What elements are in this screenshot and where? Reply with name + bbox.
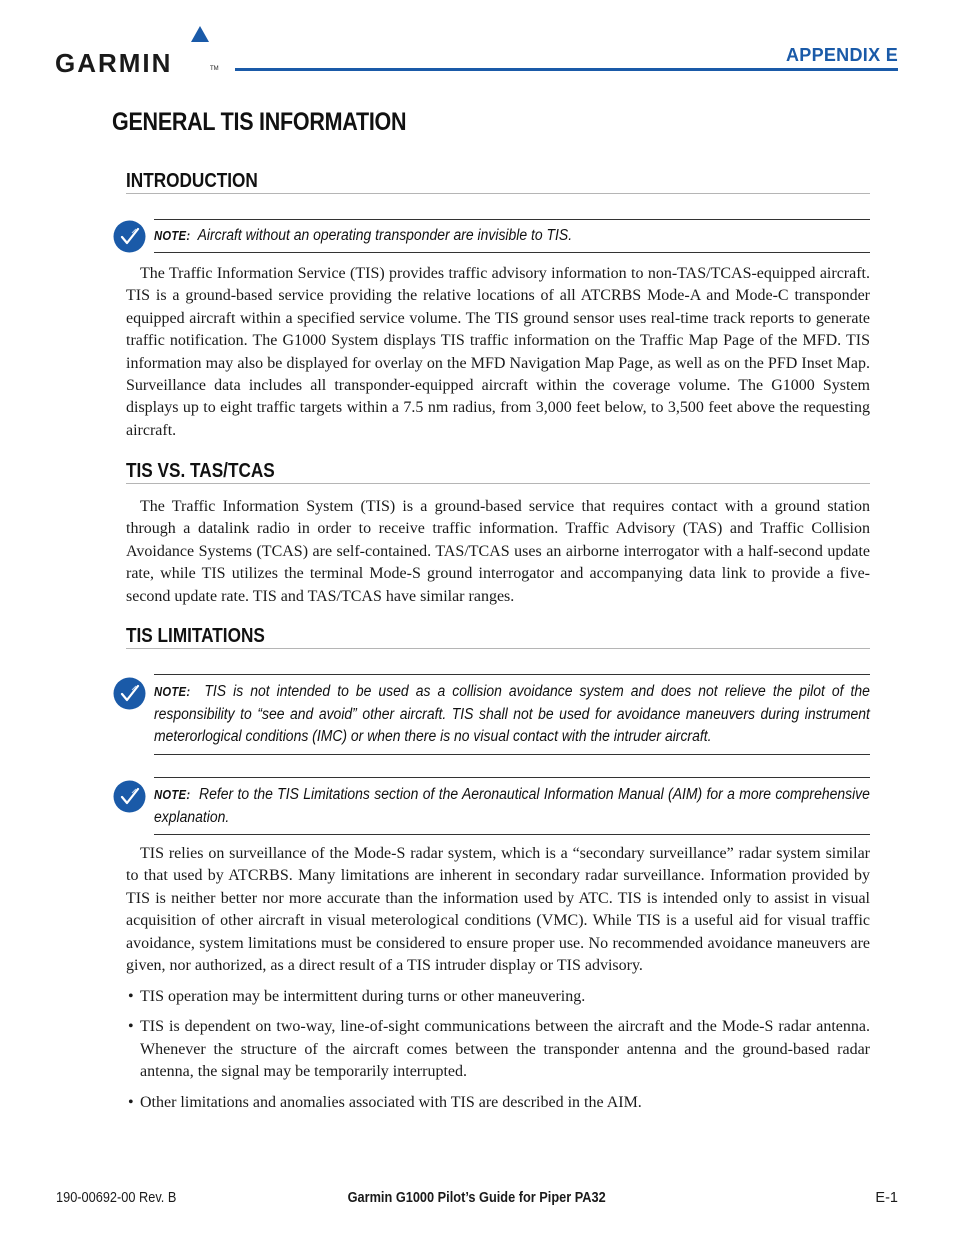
logo-trademark: TM <box>210 66 219 72</box>
bullet-marker: • <box>128 988 134 1005</box>
footer-guide-title-text: Garmin G1000 Pilot’s Guide for Piper PA32 <box>347 1190 607 1206</box>
page-title: GENERAL TIS INFORMATION <box>112 108 407 136</box>
garmin-logo <box>55 26 225 76</box>
section-heading-introduction <box>126 170 870 194</box>
list-item <box>126 986 870 1009</box>
section-heading-tis-vs-tas <box>126 460 870 484</box>
garmin-triangle-icon <box>191 26 209 42</box>
note-text: Refer to the TIS Limitations section of the Aeronautical Information Manual (AIM) for a more comprehensive explanation. <box>154 786 870 826</box>
note-label: NOTE: <box>154 685 191 699</box>
note-transponder <box>154 219 870 253</box>
section-heading-text: INTRODUCTION <box>126 170 258 192</box>
intro-paragraph: The Traffic Information Service (TIS) provides traffic advisory information to non-TAS/TCAS-equipped aircraft. TIS is a ground-based service providing the relative locations of all ATCRBS Mode-A and Mode-C transponder equipped aircraft within a specified service volume. The TIS ground sensor uses real-time track reports to generate traffic notification. The G1000 System displays TIS traffic information on the Traffic Map Page of the MFD. TIS information may also be displayed for overlay on the MFD Navigation Map Page, as well as on the PFD Inset Map. Surveillance data includes all transponder-equipped aircraft within the coverage volume. The G1000 System displays up to eight traffic targets within a 7.5 nm radius, from 3,000 feet below, to 3,500 feet above the requesting aircraft. <box>126 265 870 439</box>
section-heading-text: TIS LIMITATIONS <box>126 625 265 647</box>
list-item <box>126 1092 870 1115</box>
list-item-text: TIS operation may be intermittent during turns or other maneuvering. <box>140 988 586 1005</box>
header-rule <box>235 68 898 71</box>
appendix-label: APPENDIX E <box>785 45 898 65</box>
tis-vs-tas-paragraph: The Traffic Information System (TIS) is a ground-based service that requires contact with a ground station through a datalink radio in order to receive traffic information. Traffic Advisory (TAS) and Traffic Collision Avoidance Systems (TCAS) are self-contained. TAS/TCAS uses an airborne interrogator with a half-second update rate, while TIS utilizes the terminal Mode-S ground interrogator and accompanying data link to provide a five-second update rate. TIS and TAS/TCAS have similar ranges. <box>126 498 870 605</box>
footer-guide-title <box>0 1190 954 1206</box>
note-label: NOTE: <box>154 788 191 802</box>
logo-text: GARMIN <box>55 48 173 78</box>
bullet-marker: • <box>128 1094 134 1111</box>
note-check-icon <box>113 677 146 710</box>
list-item-text: Other limitations and anomalies associated with TIS are described in the AIM. <box>140 1094 642 1111</box>
footer-doc-number: 190-00692-00 Rev. B <box>56 1190 177 1206</box>
list-item <box>126 1016 870 1084</box>
section-heading-text: TIS VS. TAS/TCAS <box>126 460 275 482</box>
footer-page-number: E-1 <box>875 1190 898 1206</box>
note-check-icon <box>113 780 146 813</box>
note-collision-avoidance <box>154 674 870 755</box>
bullet-marker: • <box>128 1018 134 1035</box>
list-item-text: TIS is dependent on two-way, line-of-sight communications between the aircraft and the Mode-S radar antenna. Whenever the structure of the aircraft comes between the transponder antenna and the ground-based radar antenna, the signal may be temporarily interrupted. <box>140 1018 870 1081</box>
note-label: NOTE: <box>154 229 191 243</box>
tis-limitations-paragraph: TIS relies on surveillance of the Mode-S radar system, which is a “secondary surveillance” radar system similar to that used by ATCRBS. Many limitations are inherent in secondary radar surveillance. Information provided by TIS is neither better nor more accurate than the information used by ATC. TIS is intended only to assist in visual acquisition of other aircraft in visual meterological conditions (VMC). While TIS is a useful aid for visual traffic avoidance, system limitations must be considered to ensure proper use. No recommended avoidance maneuvers are given, nor authorized, as a direct result of a TIS intruder display or TIS advisory. <box>126 845 870 975</box>
note-text: TIS is not intended to be used as a collision avoidance system and does not relieve the pilot of the responsibility to “see and avoid” other aircraft. TIS shall not be used for avoidance maneuvers during instrument meterorlogical conditions (IMC) or when there is no visual contact with the intruder aircraft. <box>154 683 870 745</box>
section-heading-tis-limitations <box>126 625 870 649</box>
note-check-icon <box>113 220 146 253</box>
note-aim-reference <box>154 777 870 835</box>
note-text: Aircraft without an operating transponder are invisible to TIS. <box>197 227 573 244</box>
